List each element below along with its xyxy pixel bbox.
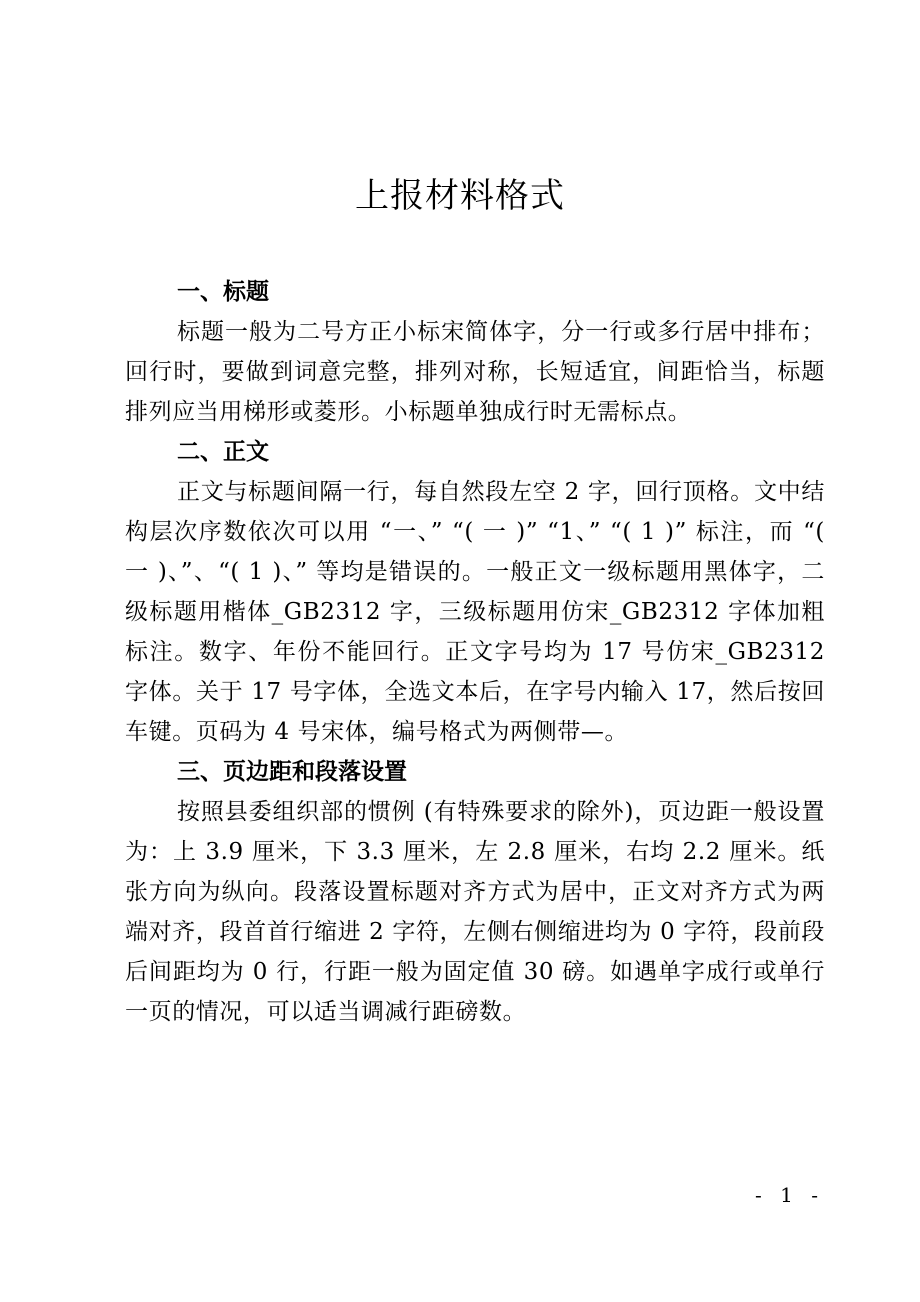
document-body — [125, 272, 825, 1032]
section-paragraph-margins: 按照县委组织部的惯例 (有特殊要求的除外)，页边距一般设置为：上 3.9 厘米，下 3.3 厘米，左 2.8 厘米，右均 2.2 厘米。纸张方向为纵向。段落设置标题对齐方式为居中，正文对齐方式为两端对齐，段首首行缩进 2 字符，左侧右侧缩进均为 0 字符，段前段后间距均为 0 行，行距一般为固定值 30 磅。如遇单字成行或单行一页的情况，可以适当调减行距磅数。 — [125, 799, 825, 1025]
section-heading-body: 二、正文 — [177, 439, 269, 465]
page-number: - 1 - — [755, 1183, 824, 1207]
document-title: 上报材料格式 — [355, 176, 565, 216]
section-paragraph-body: 正文与标题间隔一行，每自然段左空 2 字，回行顶格。文中结构层次序数依次可以用 “一、” “( 一 )” “1、” “( 1 )” 标注，而 “( 一 )、”、“( 1 )、” 等均是错误的。一般正文一级标题用黑体字，二级标题用楷体_GB2312 字，三级标题用仿宋_GB2312 字体加粗标注。数字、年份不能回行。正文字号均为 17 号仿宋_GB2312 字体。关于 17 号字体，全选文本后，在字号内输入 17，然后按回车键。页码为 4 号宋体，编号格式为两侧带—。 — [125, 479, 825, 745]
section-heading-title: 一、标题 — [177, 279, 269, 305]
section-paragraph-title: 标题一般为二号方正小标宋简体字，分一行或多行居中排布；回行时，要做到词意完整，排列对称，长短适宜，间距恰当，标题排列应当用梯形或菱形。小标题单独成行时无需标点。 — [125, 319, 825, 425]
section-heading-margins: 三、页边距和段落设置 — [177, 759, 407, 785]
